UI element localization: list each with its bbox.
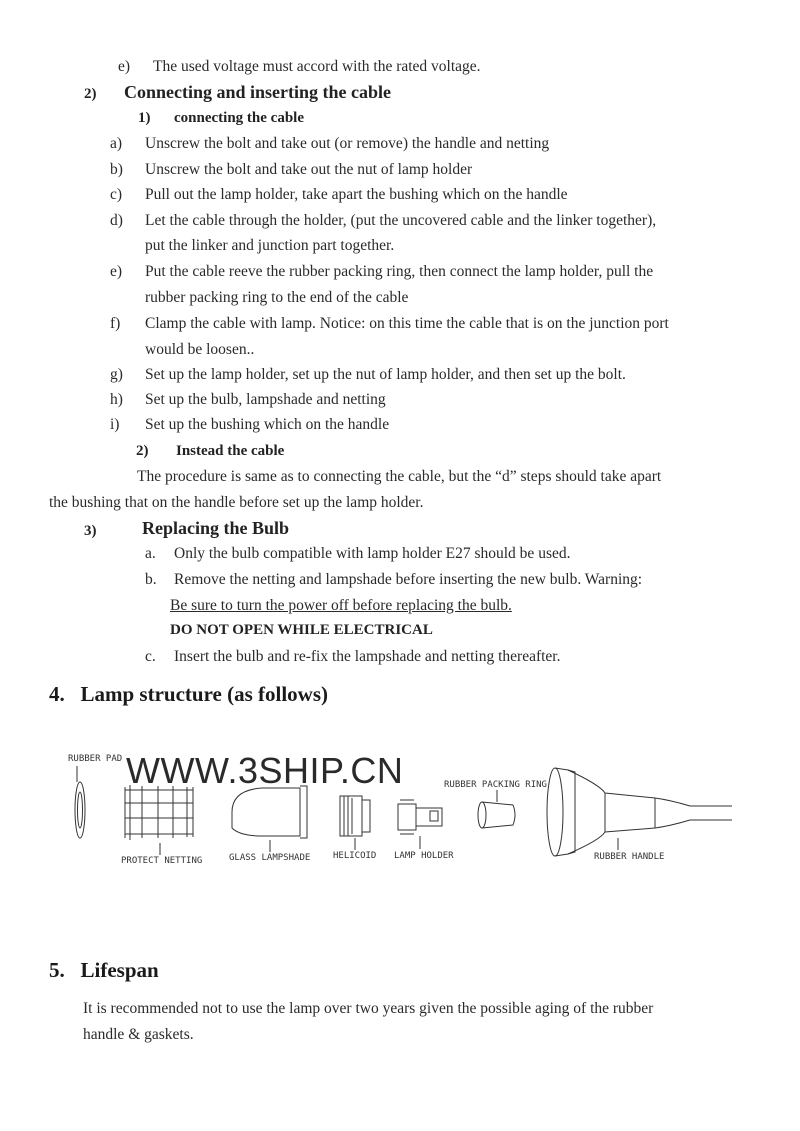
lamp-holder-shape bbox=[398, 800, 442, 849]
list-marker: b) bbox=[110, 161, 123, 178]
rubber-pad-shape bbox=[75, 766, 85, 838]
label-glass-lampshade: GLASS LAMPSHADE bbox=[229, 853, 311, 863]
rubber-packing-ring-shape bbox=[478, 790, 515, 828]
paragraph-line: handle & gaskets. bbox=[83, 1026, 194, 1043]
subsection-heading: Instead the cable bbox=[176, 443, 285, 459]
list-item-text: Unscrew the bolt and take out the nut of lamp holder bbox=[145, 161, 473, 178]
list-marker: g) bbox=[110, 366, 123, 383]
label-lamp-holder: LAMP HOLDER bbox=[394, 851, 454, 861]
list-item-text: Pull out the lamp holder, take apart the bushing which on the handle bbox=[145, 186, 568, 203]
list-item-text: Set up the lamp holder, set up the nut of lamp holder, and then set up the bolt. bbox=[145, 366, 626, 383]
subsection-number: 2) bbox=[136, 443, 149, 459]
list-marker: e) bbox=[110, 263, 123, 280]
label-rubber-packing-ring: RUBBER PACKING RING bbox=[444, 780, 547, 790]
list-marker: e) bbox=[118, 58, 131, 75]
subsection-number: 1) bbox=[138, 110, 151, 126]
rubber-handle-shape bbox=[547, 768, 732, 856]
list-item-text: Set up the bushing which on the handle bbox=[145, 416, 390, 433]
paragraph-line: It is recommended not to use the lamp over two years given the possible aging of the rubber bbox=[83, 1000, 654, 1017]
glass-lampshade-shape bbox=[232, 786, 307, 852]
list-item-text: Clamp the cable with lamp. Notice: on this time the cable that is on the junction port bbox=[145, 315, 669, 332]
list-item-text: Let the cable through the holder, (put the uncovered cable and the linker together), bbox=[145, 212, 657, 229]
list-item-text: Only the bulb compatible with lamp holder E27 should be used. bbox=[174, 545, 571, 562]
list-marker: a) bbox=[110, 135, 123, 152]
section-heading: 4. Lamp structure (as follows) bbox=[49, 682, 329, 706]
list-marker: h) bbox=[110, 391, 123, 408]
list-marker: d) bbox=[110, 212, 123, 229]
list-marker: f) bbox=[110, 315, 121, 332]
label-rubber-handle: RUBBER HANDLE bbox=[594, 852, 665, 862]
list-item-text: Put the cable reeve the rubber packing ring, then connect the lamp holder, pull the bbox=[145, 263, 654, 280]
paragraph-line: The procedure is same as to connecting the cable, but the “d” steps should take apart bbox=[137, 468, 662, 485]
section-number: 2) bbox=[84, 86, 97, 102]
section-heading: 5. Lifespan bbox=[49, 958, 159, 982]
watermark-text: WWW.3SHIP.CN bbox=[126, 750, 404, 791]
label-helicoid: HELICOID bbox=[333, 851, 377, 861]
list-marker: b. bbox=[145, 571, 157, 588]
warning-text: Be sure to turn the power off before replacing the bulb. bbox=[170, 597, 512, 614]
section-heading: Connecting and inserting the cable bbox=[124, 82, 392, 102]
section-heading: Replacing the Bulb bbox=[142, 518, 290, 538]
label-protect-netting: PROTECT NETTING bbox=[121, 856, 203, 866]
list-item-text-continued: would be loosen.. bbox=[145, 341, 255, 358]
list-item-text: Set up the bulb, lampshade and netting bbox=[145, 391, 386, 408]
list-item-text-continued: rubber packing ring to the end of the cable bbox=[145, 289, 409, 306]
list-marker: c. bbox=[145, 648, 156, 665]
list-item-text: Remove the netting and lampshade before inserting the new bulb. Warning: bbox=[174, 571, 643, 588]
list-marker: i) bbox=[110, 416, 120, 433]
helicoid-shape bbox=[340, 796, 370, 850]
warning-caps: DO NOT OPEN WHILE ELECTRICAL bbox=[170, 622, 433, 638]
section-number: 3) bbox=[84, 523, 97, 539]
list-marker: a. bbox=[145, 545, 156, 562]
list-item-text: The used voltage must accord with the rated voltage. bbox=[153, 58, 481, 75]
list-marker: c) bbox=[110, 186, 123, 203]
label-rubber-pad: RUBBER PAD bbox=[68, 754, 123, 764]
list-item-text: Insert the bulb and re-fix the lampshade and netting thereafter. bbox=[174, 648, 561, 665]
list-item-text: Unscrew the bolt and take out (or remove) the handle and netting bbox=[145, 135, 550, 152]
paragraph-line: the bushing that on the handle before set up the lamp holder. bbox=[49, 494, 424, 511]
list-item-text-continued: put the linker and junction part together. bbox=[145, 237, 395, 254]
protect-netting-shape bbox=[125, 785, 193, 855]
subsection-heading: connecting the cable bbox=[174, 110, 304, 126]
